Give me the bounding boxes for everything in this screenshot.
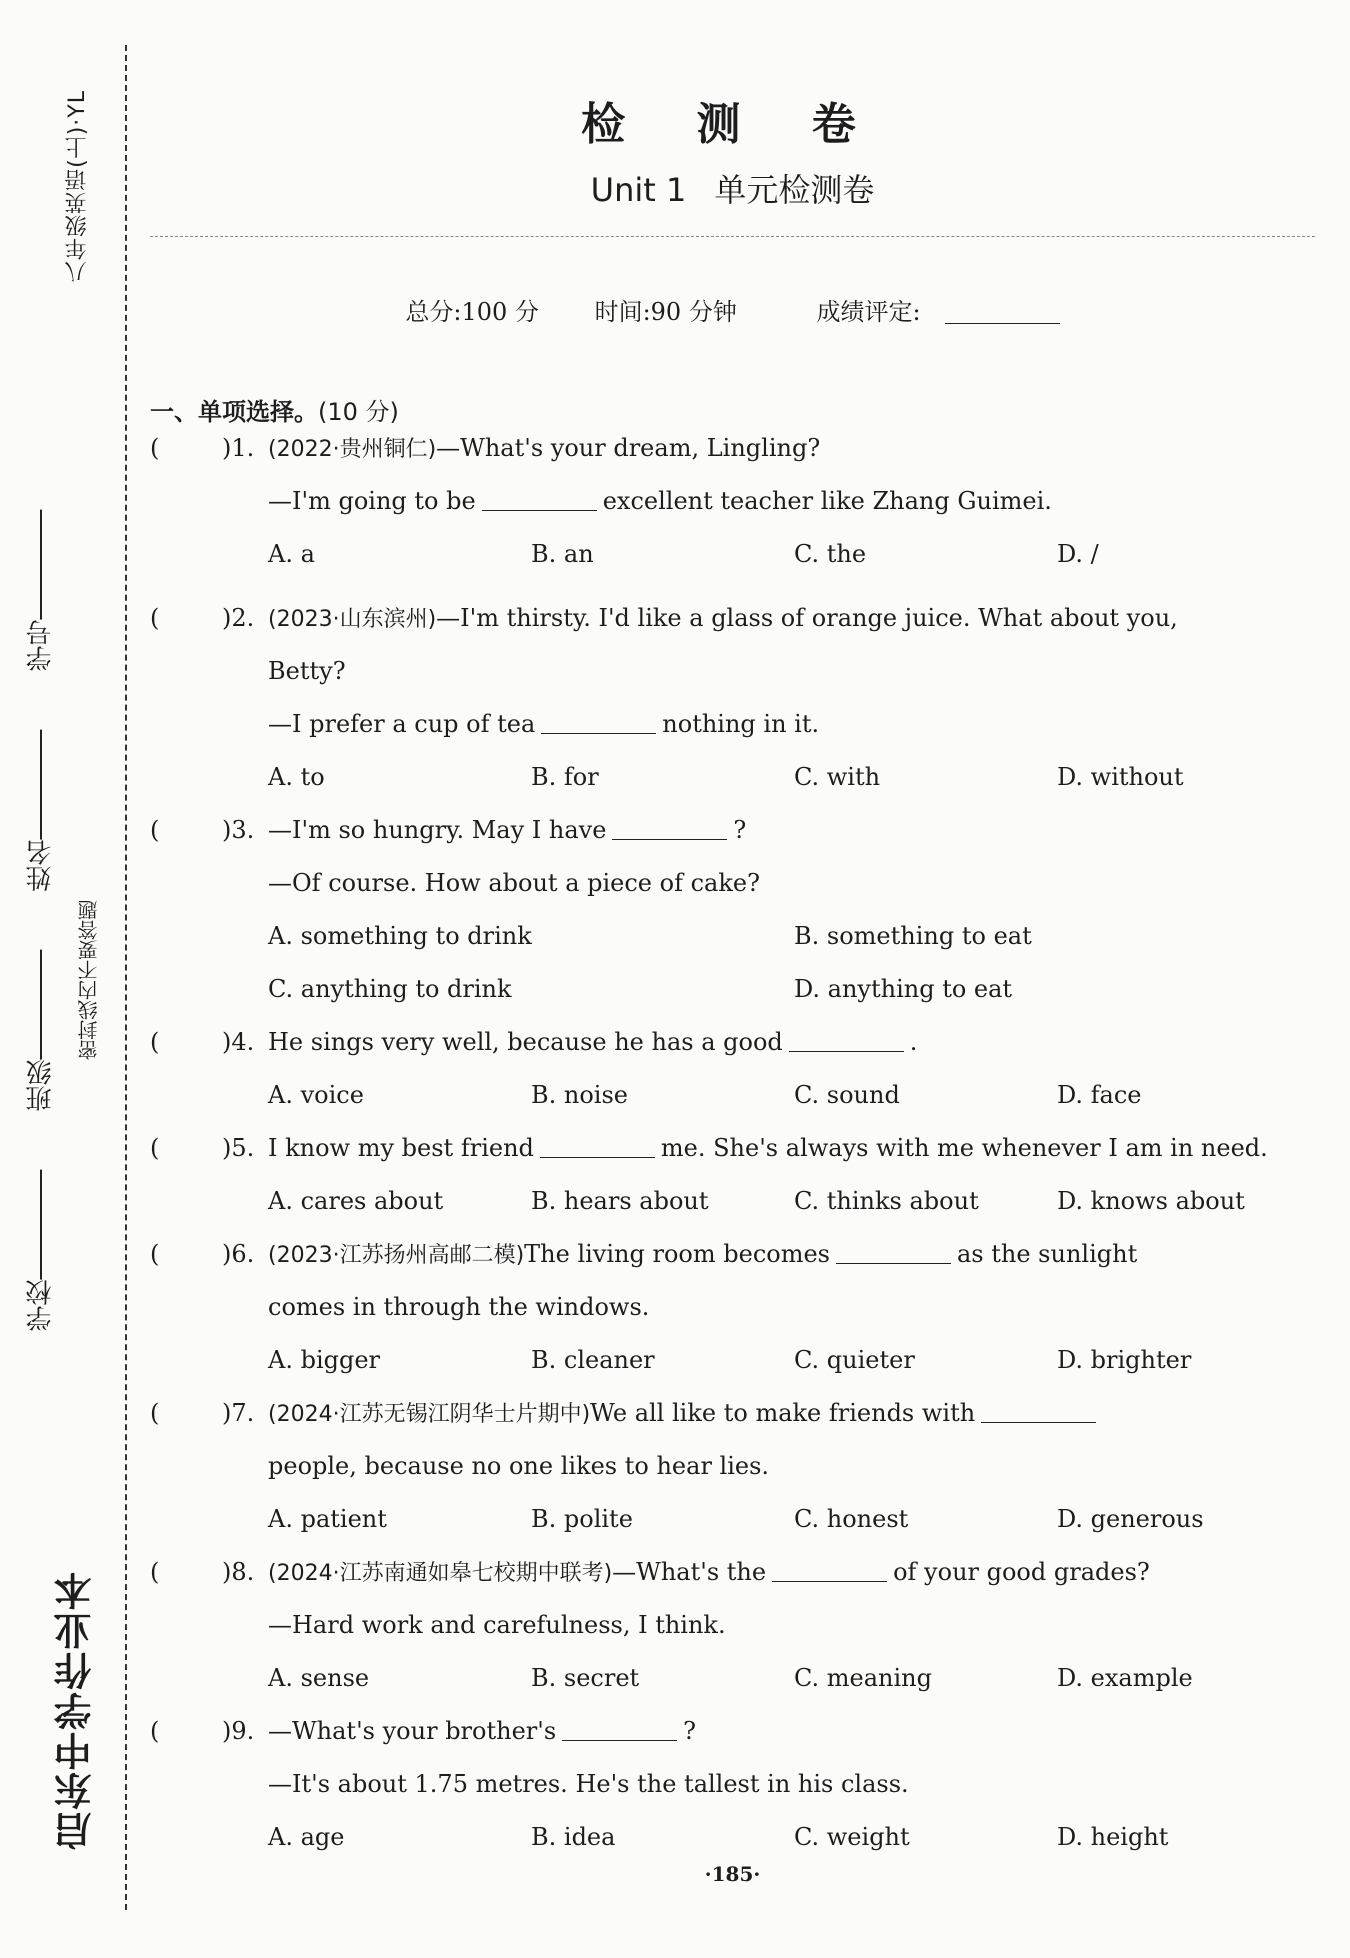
fill-blank[interactable] bbox=[772, 1581, 887, 1582]
option-a[interactable]: A. cares about bbox=[268, 1187, 444, 1215]
field-name-blank[interactable] bbox=[40, 730, 42, 840]
option-a[interactable]: A. to bbox=[268, 763, 325, 791]
seal-line-warning: 密封线内不要答题 bbox=[77, 900, 101, 1060]
binding-dashed-line bbox=[125, 45, 127, 1910]
fill-blank[interactable] bbox=[562, 1740, 677, 1741]
answer-paren[interactable]: ( bbox=[150, 816, 160, 844]
option-d[interactable]: D. without bbox=[1057, 763, 1184, 791]
brand-label: 启东中学作业本 bbox=[54, 1570, 98, 1850]
option-b[interactable]: B. secret bbox=[531, 1664, 640, 1692]
side-student-fields bbox=[22, 510, 59, 1332]
header-divider bbox=[150, 236, 1315, 237]
option-d[interactable]: D. knows about bbox=[1057, 1187, 1245, 1215]
option-b[interactable]: B. idea bbox=[531, 1823, 616, 1851]
field-name-label: 姓名 bbox=[26, 839, 56, 892]
option-d[interactable]: D. anything to eat bbox=[794, 975, 1013, 1003]
answer-paren[interactable]: ( bbox=[150, 1399, 160, 1427]
fill-blank[interactable] bbox=[612, 839, 727, 840]
field-id-label: 学号 bbox=[26, 620, 56, 672]
options-row bbox=[150, 1069, 1320, 1122]
option-c[interactable]: C. the bbox=[794, 540, 867, 568]
answer-paren[interactable]: ( bbox=[150, 1558, 160, 1586]
exam-meta bbox=[150, 292, 1315, 327]
question-3: ( )3. —I'm so hungry. May I have ? —Of course. How about a piece of cake? A. something to drink B. something to eat C. anything to drink D. anything to eat bbox=[150, 804, 1320, 1016]
options-row bbox=[150, 1811, 1320, 1864]
options-row bbox=[150, 528, 1320, 581]
question-8: ( )8. (2024·江苏南通如皋七校期中联考)—What's the of your good grades? —Hard work and carefulness, I think. A. sense B. secret C. meaning D. example bbox=[150, 1546, 1320, 1705]
answer-paren[interactable]: ( bbox=[150, 434, 160, 462]
grade-field: 成绩评定: bbox=[792, 298, 1059, 326]
field-school-label: 学校 bbox=[26, 1279, 56, 1332]
answer-paren[interactable]: ( bbox=[150, 604, 160, 632]
side-course-label: 八年级英语(上)·YL bbox=[65, 90, 90, 283]
fill-blank[interactable] bbox=[541, 733, 656, 734]
field-school-blank[interactable] bbox=[40, 1170, 42, 1280]
option-c[interactable]: C. quieter bbox=[794, 1346, 915, 1374]
answer-paren[interactable]: ( bbox=[150, 1717, 160, 1745]
field-class-label: 班级 bbox=[26, 1059, 56, 1112]
answer-paren[interactable]: ( bbox=[150, 1240, 160, 1268]
question-6: ( )6. (2023·江苏扬州高邮二模)The living room becomes as the sunlight comes in through the windows. A. bigger B. cleaner C. quieter D. brighter bbox=[150, 1228, 1320, 1387]
options-row bbox=[150, 751, 1320, 804]
option-b[interactable]: B. noise bbox=[531, 1081, 628, 1109]
page-number: ·185· bbox=[704, 1862, 761, 1886]
field-id-blank[interactable] bbox=[40, 510, 42, 620]
option-c[interactable]: C. honest bbox=[794, 1505, 909, 1533]
option-d[interactable]: D. generous bbox=[1057, 1505, 1204, 1533]
options-row bbox=[150, 1334, 1320, 1387]
option-d[interactable]: D. example bbox=[1057, 1664, 1193, 1692]
option-c[interactable]: C. anything to drink bbox=[268, 975, 512, 1003]
options-row bbox=[150, 963, 1320, 1016]
question-7: ( )7. (2024·江苏无锡江阴华士片期中)We all like to make friends with people, because no one likes to hear lies. A. patient B. polite C. honest D. generous bbox=[150, 1387, 1320, 1546]
option-a[interactable]: A. voice bbox=[268, 1081, 364, 1109]
options-row bbox=[150, 1493, 1320, 1546]
fill-blank[interactable] bbox=[789, 1051, 904, 1052]
fill-blank[interactable] bbox=[981, 1422, 1096, 1423]
options-row bbox=[150, 1175, 1320, 1228]
option-a[interactable]: A. sense bbox=[268, 1664, 370, 1692]
option-d[interactable]: D. / bbox=[1057, 540, 1099, 568]
option-d[interactable]: D. brighter bbox=[1057, 1346, 1192, 1374]
option-c[interactable]: C. thinks about bbox=[794, 1187, 979, 1215]
question-1: ( )1. (2022·贵州铜仁)—What's your dream, Lingling? —I'm going to be excellent teacher like Zhang Guimei. A. a B. an C. the D. / bbox=[150, 422, 1320, 581]
option-b[interactable]: B. polite bbox=[531, 1505, 633, 1533]
total-score: 总分:100 分 bbox=[405, 298, 539, 326]
option-a[interactable]: A. something to drink bbox=[268, 922, 532, 950]
question-5: ( )5. I know my best friend me. She's always with me whenever I am in need. A. cares about B. hears about C. thinks about D. knows about bbox=[150, 1122, 1320, 1228]
answer-paren[interactable]: ( bbox=[150, 1028, 160, 1056]
option-d[interactable]: D. height bbox=[1057, 1823, 1169, 1851]
option-c[interactable]: C. meaning bbox=[794, 1664, 932, 1692]
option-b[interactable]: B. cleaner bbox=[531, 1346, 655, 1374]
page-title: 检 测 卷 bbox=[581, 99, 884, 150]
option-a[interactable]: A. patient bbox=[268, 1505, 387, 1533]
option-c[interactable]: C. with bbox=[794, 763, 881, 791]
grade-blank[interactable] bbox=[945, 323, 1060, 324]
field-class-blank[interactable] bbox=[40, 950, 42, 1060]
answer-paren[interactable]: ( bbox=[150, 1134, 160, 1162]
fill-blank[interactable] bbox=[540, 1157, 655, 1158]
option-a[interactable]: A. age bbox=[268, 1823, 345, 1851]
options-row bbox=[150, 910, 1320, 963]
fill-blank[interactable] bbox=[836, 1263, 951, 1264]
option-a[interactable]: A. a bbox=[268, 540, 315, 568]
unit-label: Unit 1 bbox=[590, 171, 687, 209]
option-c[interactable]: C. weight bbox=[794, 1823, 910, 1851]
question-4: ( )4. He sings very well, because he has a good . A. voice B. noise C. sound D. face bbox=[150, 1016, 1320, 1122]
option-d[interactable]: D. face bbox=[1057, 1081, 1142, 1109]
time-limit: 时间:90 分钟 bbox=[594, 298, 737, 326]
question-9: ( )9. —What's your brother's ? —It's about 1.75 metres. He's the tallest in his class. A. age B. idea C. weight D. height bbox=[150, 1705, 1320, 1864]
option-b[interactable]: B. hears about bbox=[531, 1187, 709, 1215]
section-title: 一、单项选择。(10 分) bbox=[150, 398, 399, 426]
option-c[interactable]: C. sound bbox=[794, 1081, 900, 1109]
options-row bbox=[150, 1652, 1320, 1705]
option-b[interactable]: B. an bbox=[531, 540, 594, 568]
option-a[interactable]: A. bigger bbox=[268, 1346, 381, 1374]
fill-blank[interactable] bbox=[482, 510, 597, 511]
subtitle-label: 单元检测卷 bbox=[714, 171, 875, 209]
question-2: ( )2. (2023·山东滨州)—I'm thirsty. I'd like a glass of orange juice. What about you, Betty? —I prefer a cup of tea nothing in it. A. to B. for C. with D. without bbox=[150, 592, 1320, 804]
unit-subtitle bbox=[150, 165, 1315, 211]
option-b[interactable]: B. something to eat bbox=[794, 922, 1032, 950]
option-b[interactable]: B. for bbox=[531, 763, 599, 791]
